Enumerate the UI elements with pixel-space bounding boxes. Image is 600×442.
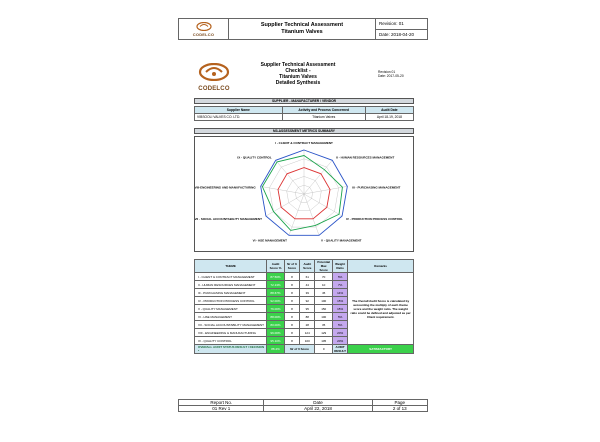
footer-date-header: Date — [264, 400, 372, 406]
results-header-cell: Audit Score % — [267, 260, 285, 273]
table-cell: 76.00% — [267, 305, 285, 313]
table-cell: 87.50% — [267, 273, 285, 281]
radar-axis — [304, 194, 319, 235]
table-cell: 8 — [284, 313, 299, 321]
table-cell: V - QUALITY MANAGEMENT — [195, 305, 267, 313]
audit-date-value: April 18-19, 2018 — [365, 114, 413, 121]
table-cell: 105 — [315, 337, 333, 345]
table-cell: 15% — [332, 297, 347, 305]
table-cell: 10 — [315, 281, 333, 289]
summary-label: OVERALL AUDIT STATUS RESULT / DECISION * — [195, 345, 267, 354]
table-cell: 5% — [332, 321, 347, 329]
radar-axis-label: VII - SOCIAL ACCOUNTABILITY MANAGEMENT — [195, 217, 262, 221]
footer-report-value: 01 Rev 1 — [179, 406, 264, 412]
table-cell: 8 — [284, 281, 299, 289]
radar-axis-label: IV - PRODUCTION PROCESS CONTROL — [346, 217, 403, 221]
table-cell: 92.00% — [267, 297, 285, 305]
table-cell: 45 — [315, 289, 333, 297]
results-table — [194, 259, 414, 354]
radar-axis — [261, 186, 304, 194]
summary-result-value: SATISFACTORY — [348, 345, 414, 354]
table-row — [195, 273, 414, 281]
radar-axis-label: III - PURCHASING MANAGEMENT — [352, 185, 401, 190]
activity-header: Activity and Process Concerned — [282, 107, 365, 114]
table-cell: 8 — [284, 337, 299, 345]
table-cell: VIII - ENGINEERING & MANUFACTURING — [195, 329, 267, 337]
table-cell: I - CLIENT & CONTRACT MANAGEMENT — [195, 273, 267, 281]
table-cell: 95.10% — [267, 337, 285, 345]
footer-report-header: Report No. — [179, 400, 264, 406]
radar-chart-frame — [194, 136, 414, 252]
table-cell: 70 — [315, 273, 333, 281]
radar-axis — [304, 186, 347, 194]
table-cell: 100 — [315, 313, 333, 321]
results-header-cell: Weight Ratio — [332, 260, 347, 273]
table-cell: VII - SOCIAL ACCOUNTABILITY MANAGEMENT — [195, 321, 267, 329]
table-cell: 100 — [315, 297, 333, 305]
table-cell: 7% — [332, 281, 347, 289]
table-cell: 80.00% — [267, 321, 285, 329]
table-cell: 28 — [300, 321, 315, 329]
table-cell: III - PURCHASING MANAGEMENT — [195, 289, 267, 297]
table-cell: 20% — [332, 329, 347, 337]
inner-title: Supplier Technical Assessment Checklist - Titanium Valves Detailed Synthesis — [260, 62, 336, 86]
activity-value: Titanium Valves — [282, 114, 365, 121]
header-company: CODELCO — [192, 31, 215, 37]
header-date: Date: 2018-04-20 — [376, 29, 428, 40]
results-summary-row — [195, 345, 414, 354]
radar-axis — [304, 194, 342, 216]
remarks-cell: The Overall Audit Score is calculated by accounting the multiply of each theme score and the weight ratio. The weight ratio could be defined and adjusted as per Client requirement. — [348, 273, 414, 345]
radar-axis-label: I - CLIENT & CONTRACT MANAGEMENT — [275, 141, 333, 145]
inner-logo — [194, 63, 234, 92]
supplier-section-band: SUPPLIER - MANUFACTURER / VENDOR — [194, 98, 414, 104]
header-title: Supplier Technical Assessment Titanium Valves — [229, 19, 376, 40]
results-header-cell: Remarks — [348, 260, 414, 273]
table-cell: 92 — [300, 297, 315, 305]
table-cell: 35 — [315, 321, 333, 329]
table-cell: 88 — [300, 313, 315, 321]
table-cell: 5% — [332, 313, 347, 321]
table-cell: 8 — [284, 297, 299, 305]
table-cell: VI - HSE MANAGEMENT — [195, 313, 267, 321]
table-cell: 100 — [300, 337, 315, 345]
metrics-section-band: M3-ASSESSMENT METRICS SUMMARY — [194, 128, 414, 134]
radar-axis-label: V - QUALITY MANAGEMENT — [321, 238, 362, 243]
codelco-logo-icon — [198, 63, 230, 81]
codelco-logo-icon — [196, 22, 212, 31]
table-cell: IV - PRODUCTION PROCESS CONTROL — [195, 297, 267, 305]
document-footer — [178, 399, 428, 412]
results-header-cell: Potential Max Score — [315, 260, 333, 273]
supplier-table — [194, 106, 414, 121]
radar-axis — [276, 160, 304, 194]
results-body — [195, 273, 414, 345]
summary-nr-value: 0 — [315, 345, 333, 354]
table-cell: 96.00% — [267, 329, 285, 337]
table-cell: 44 — [300, 281, 315, 289]
radar-axis-label: VI - HSE MANAGEMENT — [252, 238, 287, 243]
document-header — [178, 18, 428, 40]
table-cell: 95 — [300, 305, 315, 313]
summary-score: 88.4% — [267, 345, 285, 354]
radar-axis — [266, 194, 304, 216]
radar-axis-label: VIII-ENGINEERING AND MANUFACTURING — [195, 185, 256, 190]
footer-page-value: 2 of 13 — [372, 406, 427, 412]
radar-axis-label: IX - QUALITY CONTROL — [237, 155, 272, 160]
table-cell: 8 — [284, 305, 299, 313]
results-header-cell: THEME — [195, 260, 267, 273]
header-revision: Revision: 01 — [376, 19, 428, 30]
radar-axis-label: II - HUMAN RESOURCES MANAGEMENT — [336, 155, 395, 160]
table-cell: 61 — [300, 273, 315, 281]
table-cell: 129 — [315, 329, 333, 337]
summary-result-label: AUDIT RESULT — [334, 345, 346, 353]
radar-chart — [195, 137, 413, 251]
audit-date-header: Audit Date — [365, 107, 413, 114]
supplier-name-value: VIBSOOLI VALVES CO. LTD. — [195, 114, 283, 121]
table-cell: 8 — [284, 289, 299, 297]
table-cell: IX - QUALITY CONTROL — [195, 337, 267, 345]
table-cell: 88.67% — [267, 289, 285, 297]
table-cell: 88.00% — [267, 313, 285, 321]
table-cell: II - HUMAN RESOURCES MANAGEMENT — [195, 281, 267, 289]
table-cell: 8 — [284, 321, 299, 329]
inner-company: CODELCO — [198, 86, 230, 92]
table-cell: 150 — [315, 305, 333, 313]
footer-page-header: Page — [372, 400, 427, 406]
table-cell: 8 — [284, 329, 299, 337]
table-cell: 39 — [300, 289, 315, 297]
table-cell: 20% — [332, 337, 347, 345]
summary-nr-label: Nr of 0 Score — [284, 345, 315, 354]
table-cell: 72.13% — [267, 281, 285, 289]
table-cell: 8 — [284, 273, 299, 281]
table-cell: 15% — [332, 305, 347, 313]
table-cell: 124 — [300, 329, 315, 337]
results-header-row — [195, 260, 414, 273]
results-header-cell: Nr of It Score — [284, 260, 299, 273]
results-header-cell: Audit Score — [300, 260, 315, 273]
header-logo — [179, 19, 229, 40]
supplier-name-header: Supplier Name — [195, 107, 283, 114]
table-cell: 14% — [332, 289, 347, 297]
footer-date-value: April 22, 2018 — [264, 406, 372, 412]
table-cell: 5% — [332, 273, 347, 281]
inner-revision-block: Revision 01 Date: 2017-05-20 — [378, 70, 404, 78]
